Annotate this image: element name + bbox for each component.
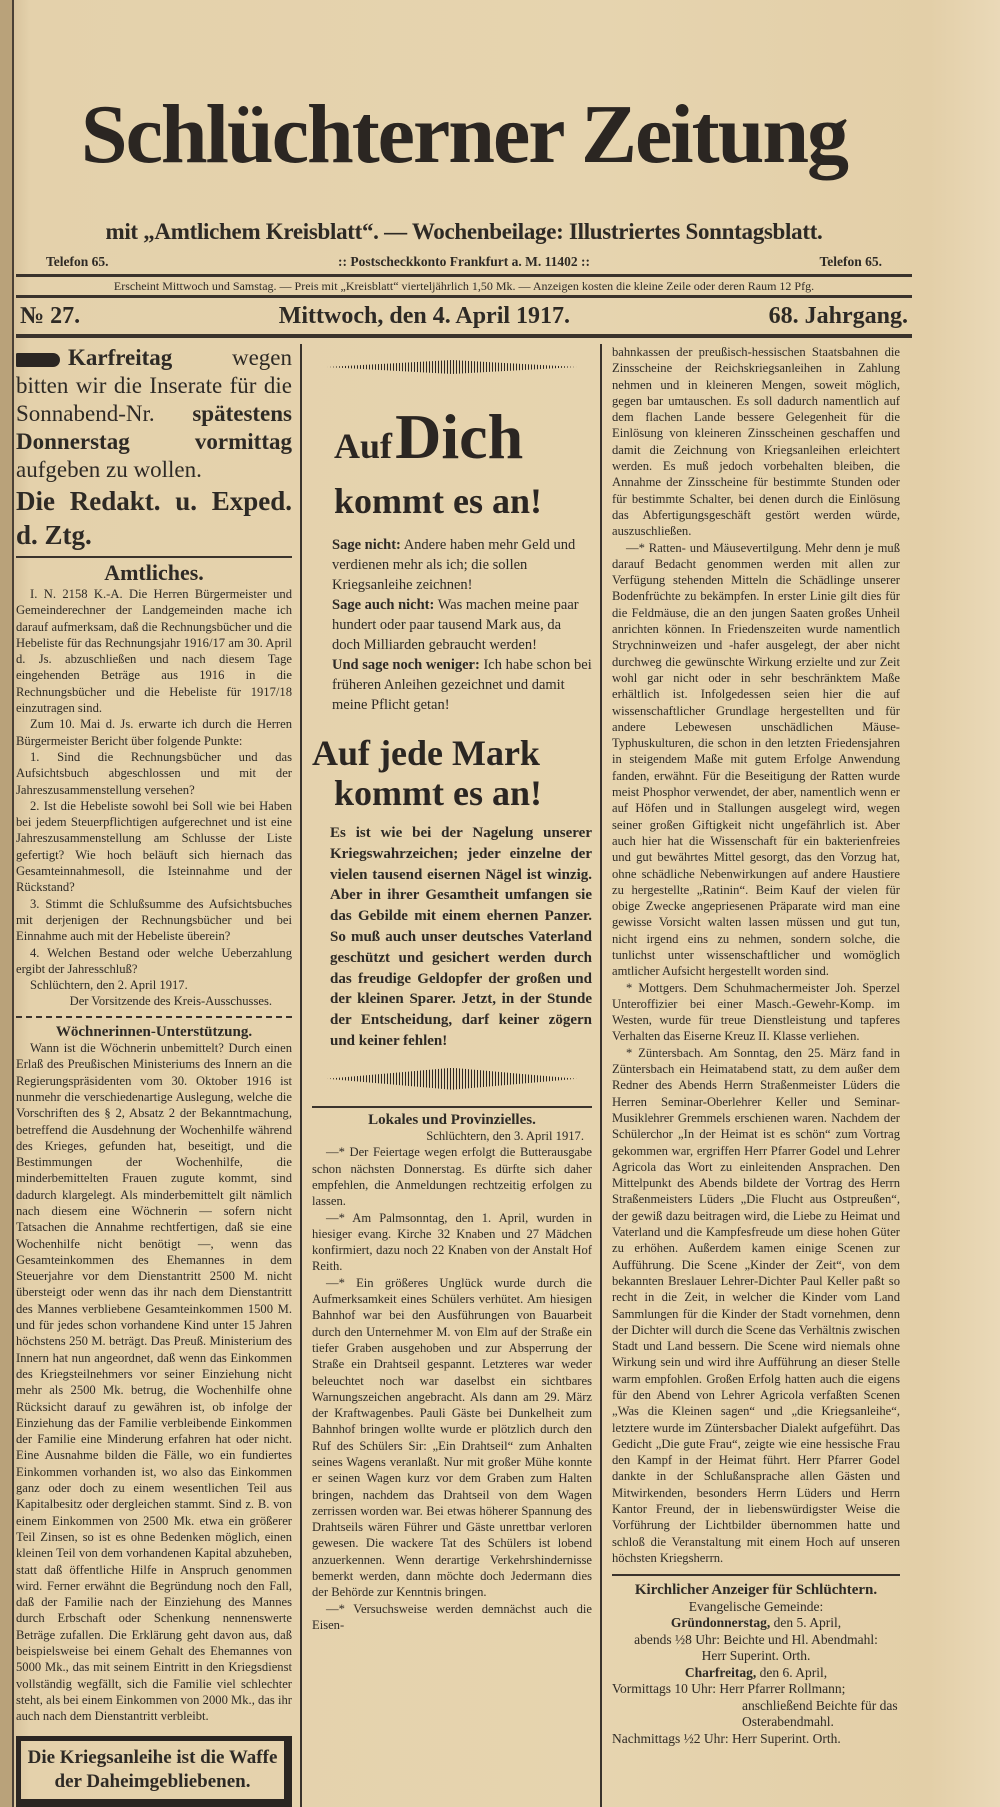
paragraph: * Mottgers. Dem Schuhmachermeister Joh. Sperzel Unteroffizier bei einer Masch.-Gewehr-Komp. im Westen, wurde für treue Dienstleistung und tapferes Verhalten das Eiserne Kreuz II. Klasse verliehen. [612, 980, 900, 1044]
paragraph: —* Der Feiertage wegen erfolgt die Butterausgabe schon nächsten Donnerstag. Es dürfte sich daher empfehlen, die Anmeldungen rechtzeitig erfolgen zu lassen. [312, 1145, 592, 1209]
ad-title [312, 401, 592, 479]
amtliches-heading: Amtliches. [104, 560, 204, 585]
masthead-title: Schlüchterner Zeitung [80, 88, 848, 181]
issue-number: № 27. [20, 303, 81, 329]
ad-title-word: Auf [334, 426, 393, 466]
paragraph: 3. Stimmt die Schlußsumme des Aufsichtsbuches mit derjenigen der Rechnungsbücher und bei Einnahme auch mit der Hebeliste überein? [16, 896, 292, 944]
notice-signature: Die Redakt. u. Exped. d. Ztg. [16, 486, 292, 550]
middle-column [300, 344, 600, 1807]
amtliches-body [16, 586, 292, 1010]
kirchlicher-anzeiger [612, 1582, 900, 1747]
ad-title-line2: kommt es an! [334, 481, 542, 521]
paragraph: Wann ist die Wöchnerin unbemittelt? Durch einen Erlaß des Preußischen Ministeriums des Innern an die Regierungspräsidenten vom 30. Oktober 1916 ist nunmehr die verschiedenartige Auslegung, welche die Vorschriften des § 2, Absatz 2 der Bekanntmachung, betreffend die Ausdehnung der Wochenhilfe während des Krieges, gefunden hat, beseitigt, und die Bestimmungen der Wochenhilfe, die minderbemittelten Frauen zugute kommt, sind dadurch klargelegt. Als minderbemittelt gilt nämlich nach diesem eine Wöchnerin — sofern nicht Tatsachen die Annahme rechtfertigen, daß sie eine Wochenhilfe nicht benötigt —, wenn das Gesamteinkommen des Ehemannes in dem Steuerjahre vor dem Dienstantritt 2500 M. nicht übersteigt oder wenn das ihr nach dem Dienstantritt des Mannes verbliebene Gesamteinkommen 1500 M. und für jedes schon vorhandene Kind unter 15 Jahren höchstens 250 M. beträgt. Das Preuß. Ministerium des Innern hat nun angeordnet, daß wenn das Einkommen des Kriegsteilnehmers vor seiner Einziehung nicht mehr als 2500 Mk. betrug, die Wochenhilfe ohne Rücksicht darauf zu gewähren ist, ob infolge der Einziehung das der Familie verbleibende Einkommen der Familie eine Minderung erfahren hat oder nicht. Eine Ausnahme bilden die Fälle, wo ein fundiertes Einkommen vorhanden ist, wo also das Einkommen ganz oder doch zu einem wesentlichen Teil aus Kapitalbesitz oder dergleichen stammt. Sind z. B. von einem Einkommen von 2500 Mk. etwa ein größerer Teil Zinsen, so ist es ohne Bedenken möglich, einen kleinen Teil von dem vorhandenen Kapital abzuheben, statt daß öffentliche Hilfe in Anspruch genommen wird. Ferner erwähnt die Begründung noch den Fall, daß der Familie nach der Einziehung des Mannes durch Erbschaft oder Schenkung nennenswerte Beträge zufallen. Die Erklärung geht davon aus, daß beispielsweise bei einem Gehalt des Ehemannes von 5000 Mk., das mit seinem Eintritt in den Kriegsdienst vollständig wegfällt, sich die Familie viel schlechter steht, als bei einem Einkommen von 2000 Mk., das ihr auch nach dem Dienstantritt verbleibt. [16, 1041, 292, 1724]
paragraph: —* Ein größeres Unglück wurde durch die Aufmerksamkeit eines Schülers verhütet. Am hiesigen Bahnhof war bei den Ausführungen von Bauarbeit durch den Unternehmer M. von Elm auf der Straße ein tiefer Graben ausgehoben und zur Absperrung der Straße ein Drahtseil gespannt. Letzteres war weder beleuchtet noch war daselbst ein sichtbares Warnungszeichen angebracht. Als dann am 29. März der Kraftwagenbes. Pauli Gäste bei Dunkelheit zum Bahnhof bringen wollte wurde er plötzlich durch den Ruf des Schülers Sir: „Ein Drahtseil“ zum Anhalten seines Wagens veranlaßt. Nur mit großer Mühe konnte er seinen Wagen kurz vor dem Graben zum Halten bringen, nachdem das Drahtseil von dem Wagen zerrissen worden war. Bei etwas höherer Spannung des Drahtseils wären Führer und Gäste unrettbar verloren gewesen. Die wackere Tat des Schülers ist lobend anzuerkennen. Wenn derartige Verkehrshindernisse bemerkt werden, dann möchte doch Jedermann dies der Behörde zur Kenntnis bringen. [312, 1275, 592, 1600]
paragraph: —* Ratten- und Mäusevertilgung. Mehr denn je muß darauf Bedacht genommen werden mit allen zur Verfügung stehenden Mitteln die Schädlinge unserer Bodenfrüchte zu bekämpfen. In erster Linie gilt dies für die Feldmäuse, die an den jungen Saaten großes Unheil anrichten können. In Friedenszeiten wurde namentlich Strychninweizen und -hafer ausgelegt, der aber nicht durchweg die gewünschte Wirkung erzielte und zur Zeit wohl gar nicht oder in sehr beschränktem Maße erhältlich ist. Infolgedessen seien hier die auf wissenschaftlicher Grundlage hergestellten und für andere Lebewesen unschädlichen Mäuse-Typhuskulturen, die schon in den letzten Friedensjahren in steigendem Maße mit gutem Erfolge Anwendung fanden, erwähnt. Für die Beseitigung der Ratten wurde meist Phosphor verwendet, der aber, namentlich wenn er auf Höfen und in Stallungen ausgelegt wird, wegen seiner großen Giftigkeit nicht ungefährlich ist. Aber auch hier hat die Wissenschaft für ein bakterienfreies und gut bewährtes Mittel gesorgt, das den Vorzug hat, ohne schädliche Nebenwirkungen auf andere Haustiere zu hergestellte „Ratinin“. Beim Kauf der vielen für obige Zwecke angepriesenen Präparate wird man eine gewisse Vorsicht walten lassen müssen und gut tun, nicht irgend eins zu nehmen, sondern solche, die tunlichst unter wissenschaftlicher und womöglich amtlicher Aufsicht hergestellt worden sind. [612, 540, 900, 979]
paragraph: 2. Ist die Hebeliste sowohl bei Soll wie bei Haben bei jedem Steuerpflichtigen aufgerechnet und ist eine Jahreszusammenstellung am Schlusse der Liste gefertigt? Wie hoch beläuft sich hiernach das Gesamteinnahmesoll, die Isteinnahme und der Rückstand? [16, 798, 292, 895]
issue-volume: 68. Jahrgang. [768, 303, 908, 329]
service-date: den 6. April, [756, 1664, 828, 1680]
ornament-divider [327, 360, 577, 374]
paragraph: Schlüchtern, den 2. April 1917. [30, 978, 188, 993]
paragraph: Zum 10. Mai d. Js. erwarte ich durch die Herren Bürgermeister Bericht über folgende Punkte: [16, 717, 292, 748]
service-line: Vormittags 10 Uhr: Herr Pfarrer Rollmann; [612, 1681, 846, 1697]
kirchlich-heading: Kirchlicher Anzeiger für Schlüchtern. [634, 1582, 878, 1599]
page-fold-edge [0, 0, 14, 1807]
karfreitag-notice [16, 344, 292, 484]
postscheck: :: Postscheckkonto Frankfurt a. M. 11402 :: [338, 254, 590, 269]
service-line: anschließend Beichte für das [742, 1697, 898, 1713]
right-column [600, 344, 900, 1807]
paragraph: —* Am Palmsonntag, den 1. April, wurden in hiesiger evang. Kirche 32 Knaben und 27 Mädchen konfirmiert, dazu noch 22 Knaben von der Anstalt Hof Reith. [312, 1210, 592, 1274]
notice-bold-deadline: spätestens Donnerstag vormittag [16, 401, 292, 454]
telefon-left: Telefon 65. [46, 254, 109, 269]
lokales-dateline: Schlüchtern, den 3. April 1917. [426, 1129, 584, 1144]
publication-info: Erscheint Mittwoch und Samstag. — Preis mit „Kreisblatt“ vierteljährlich 1,50 Mk. — Anzeigen kosten die kleine Zeile oder deren Raum 12 Pfg. [113, 279, 815, 293]
masthead-subtitle: mit „Amtlichem Kreisblatt“. — Wochenbeilage: Illustriertes Sonntagsblatt. [105, 219, 823, 244]
service-line: Herr Superint. Orth. [701, 1648, 811, 1664]
rule [312, 1106, 592, 1108]
left-column [16, 344, 300, 1807]
issue-row [16, 298, 912, 334]
telefon-right: Telefon 65. [819, 254, 882, 269]
rule [16, 1016, 292, 1018]
paragraph: 4. Welchen Bestand oder welche Ueberzahlung ergibt der Jahresschluß? [16, 945, 292, 976]
notice-bold: Karfreitag [68, 345, 173, 370]
rule [612, 1574, 900, 1576]
ad-title-dich: Dich [395, 401, 524, 472]
masthead-contact-row [16, 248, 912, 274]
ad-title2-line2: kommt es an! [334, 773, 542, 813]
columns [16, 344, 912, 1807]
notice-text-end: aufgeben zu wollen. [16, 457, 202, 482]
ad-paragraph: Sage auch nicht: Was machen meine paar hundert oder paar tausend Mark aus, da doch Milliarden gebraucht werden! [332, 597, 579, 653]
newspaper-content [16, 0, 912, 1807]
service-line: Osterabendmahl. [742, 1714, 834, 1730]
ad-paragraph: Sage nicht: Andere haben mehr Geld und verdienen mehr als ich; die sollen Kriegsanleihe zeichnen! [332, 537, 576, 593]
pointing-hand-icon [16, 353, 60, 367]
lokales-heading: Lokales und Provinzielles. [368, 1111, 536, 1128]
ad-title2: Auf jede Mark [312, 733, 540, 773]
paragraph: I. N. 2158 K.-A. Die Herren Bürgermeister und Gemeinderechner der Landgemeinden mache ich darauf aufmerksam, daß die Rechnungsbücher und die Hebeliste für das Rechnungsjahr 1916/17 am 30. April d. Js. abzuschließen und nach diesem Tage eingehenden Beträge aus 1916 in die Rechnungsbücher und die Hebeliste für 1917/18 einzutragen sind. [16, 587, 292, 716]
ornament-divider [327, 1068, 577, 1090]
service-line: Nachmittags ½2 Uhr: Herr Superint. Orth. [612, 1730, 841, 1746]
service-day: Gründonnerstag, [670, 1615, 771, 1631]
ad-body: Es ist wie bei der Nagelung unserer Kriegswahrzeichen; jeder einzelne der vielen tausend eisernen Nägel ist winzig. Aber in ihrer Gesamtheit umfangen sie das Gebilde mit einem ehernen Panzer. So muß auch unser deutsches Vaterland geschützt und gesichert werden durch das freudige Geldopfer der großen und der kleinen Sparer. Jetzt, in der Stunde der Entscheidung, darf keiner zögern und keiner fehlen! [330, 825, 592, 1049]
kriegsanleihe-box [16, 1736, 292, 1807]
box-line: der Daheimgebliebenen. [54, 1771, 251, 1793]
amtliches-signature: Der Vorsitzende des Kreis-Ausschusses. [69, 994, 272, 1009]
paragraph: 1. Sind die Rechnungsbücher und das Aufsichtsbuch abgeschlossen und mit der Jahreszusammenstellung versehen? [16, 749, 292, 797]
paragraph: bahnkassen der preußisch-hessischen Staatsbahnen die Zinsscheine der Reichskriegsanleihen in Zahlung nehmen und in kleineren Mengen, soweit möglich, gegen bar umtauschen. Es soll dadurch namentlich auf dem flachen Lande bessere Gelegenheit für die Einlösung von kleineren Zinsscheinen geschaffen und damit die Zeichnung von Kriegsanleihen erleichtert werden. Es muß jedoch vorbehalten bleiben, die Annahme der Zinsscheine für bestimmte Stunden oder für bestimmte Schalter, bei denen durch die Einlösung das Abfertigungsgeschäft gestört werden würde, auszuschließen. [612, 345, 900, 539]
paragraph: * Züntersbach. Am Sonntag, den 25. März fand in Züntersbach ein Heimatabend statt, zu dem außer dem Redner des Abends Herrn Straßenmeister Lüders die Herren Seminar-Oberlehrer Keller und Seminar-Musiklehrer Gremmels erschienen waren. Nachdem der Schülerchor „In der Heimat ist es schön“ zum Vortrag gekommen war, ergriffen Herr Pfarrer Godel und Lehrer Agricola das Wort zu einleitenden Ansprachen. Den Mittelpunkt des Abends bildete der Vortrag des Herrn Straßenmeisters Lüders „Die Flucht aus Ostpreußen“, der gewiß dazu beitragen wird, die Liebe zu Heimat und Vaterland und die Kampfesfreude um diese hohen Güter zu erhöhen. Außerdem kamen einige Scenen zur Aufführung. Die Scene „Kinder der Zeit“, von dem bekannten Breslauer Lehrer-Dichter Paul Keller paßt so recht in die Zeit, in welcher die Kinder vom Land Sammlungen für die Kinder der Stadt vornehmen, denn der Dichter will durch die Scene das Verhältnis zwischen Stadt und Land bessern. Die Scene wird niemals ohne Wirkung sein und wird ihre Aufführung an dieser Stelle warm empfohlen. Großen Erfolg hatten auch die eigens für den Abend von Lehrer Agricola verfaßten Scenen „Was die Kleinen sagen“ und „die Kriegsanleihe“, letztere wurde im Züntersbacher Dialekt aufgeführt. Das Gedicht „Die gute Frau“, zeigte wie eine hessische Frau den Kampf in der Heimat führt. Herr Pfarrer Godel dankte in der Schlußansprache allen Gästen und Mitwirkenden, besonders Herrn Lüders und Herrn Kantor Freund, der in liebenswürdigster Weise die Vorführung der Lichtbilder übernommen hatte und schloß die Veranstaltung mit einem Hoch auf unseren höchsten Kriegsherrn. [612, 1045, 900, 1565]
rule [16, 334, 912, 338]
war-loan-ad [312, 390, 592, 1052]
lokales-section [312, 1112, 592, 1634]
service-date: den 5. April, [770, 1615, 842, 1631]
issue-date: Mittwoch, den 4. April 1917. [278, 303, 571, 329]
service-day: Charfreitag, [684, 1664, 757, 1680]
box-line: Die Kriegsanleihe ist die Waffe [27, 1747, 278, 1769]
kirchlich-gemeinde: Evangelische Gemeinde: [688, 1598, 824, 1614]
woechnerinnen-heading: Wöchnerinnen-Unterstützung. [55, 1023, 253, 1040]
rule [16, 556, 292, 558]
ad-paragraph: Und sage noch weniger: Ich habe schon bei früheren Anleihen gezeichnet und damit meine Pflicht getan! [332, 657, 592, 713]
notice-text: wegen bitten wir die Inserate für die Sonnabend-Nr. [16, 345, 292, 426]
paragraph: —* Versuchsweise werden demnächst auch die Eisen- [312, 1601, 592, 1632]
service-line: abends ½8 Uhr: Beichte und Hl. Abendmahl: [634, 1631, 878, 1647]
